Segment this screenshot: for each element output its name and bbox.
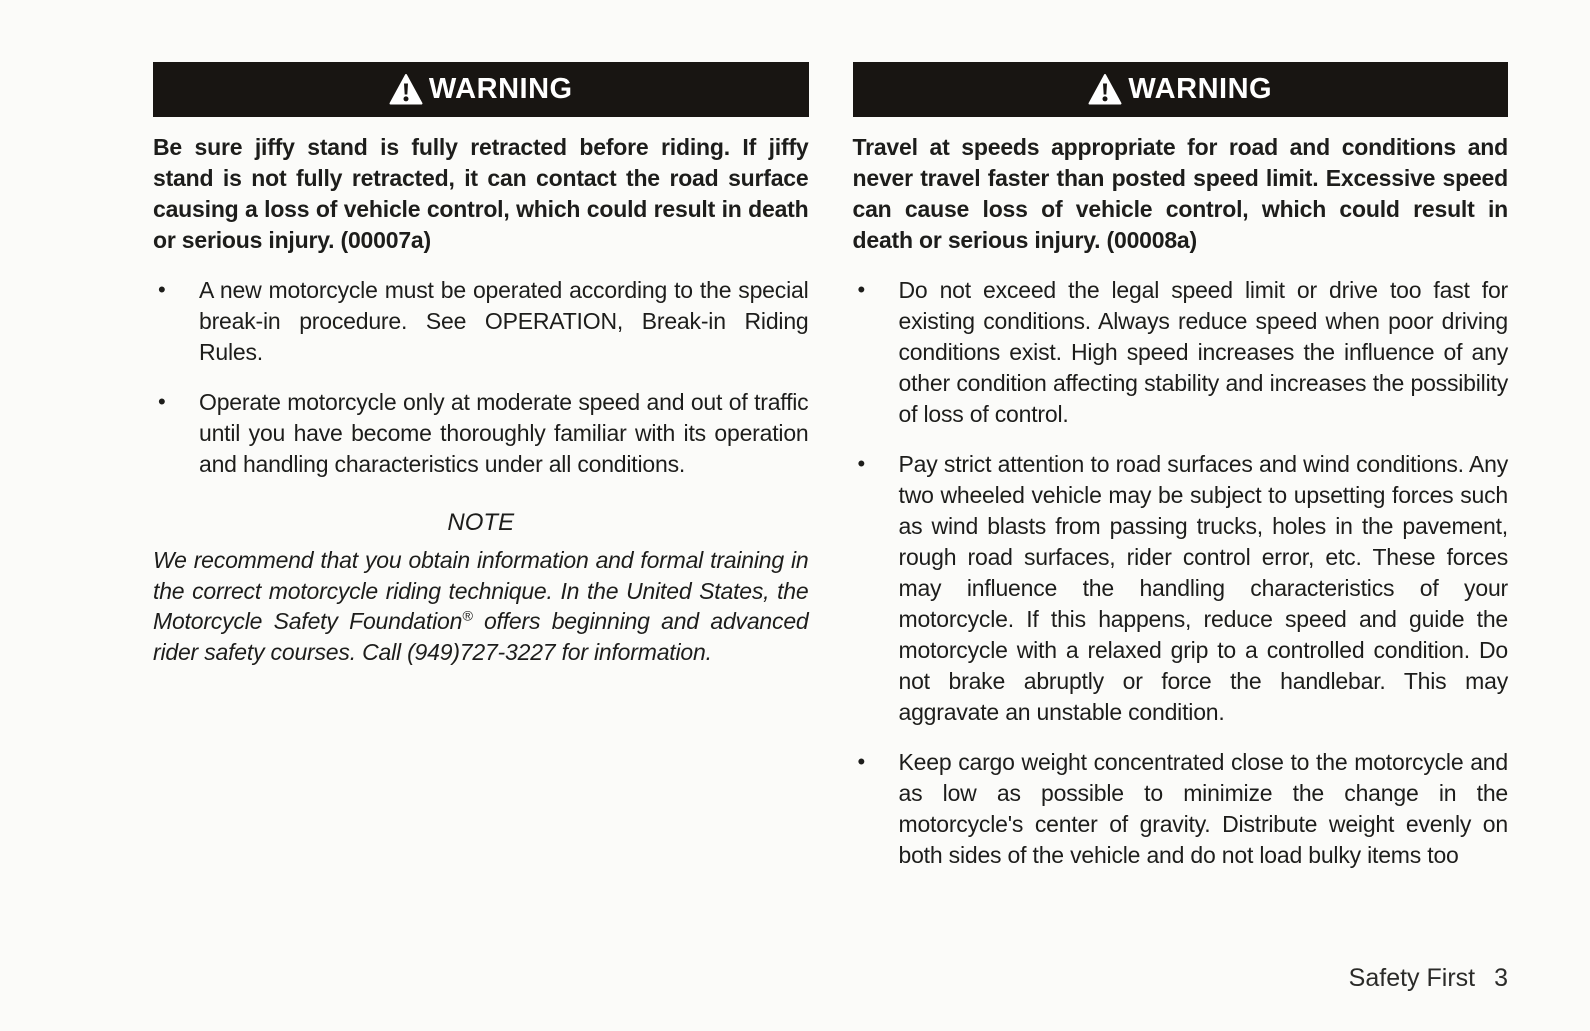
bullet-item (853, 449, 1509, 728)
footer-section-title: Safety First (1348, 964, 1476, 992)
page-footer (1349, 964, 1508, 993)
bullet-text: Do not exceed the legal speed limit or drive too fast for existing conditions. Always reduce speed when poor driving conditions exist. High speed increases the influence of any other condition affecting stability and increases the possibility of loss of control. (898, 277, 1508, 427)
warning-banner-label: WARNING (1128, 73, 1273, 105)
warning-bullet-list (153, 275, 809, 480)
warning-bullet-list (853, 275, 1509, 871)
bullet-text: Keep cargo weight concentrated close to the motorcycle and as low as possible to minimize the change in the motorcycle's center of gravity. Distribute weight evenly on both sides of the vehicle and do not load bulky items too (898, 749, 1508, 868)
note-heading: NOTE (447, 509, 515, 536)
bullet-text: A new motorcycle must be operated according to the special break-in procedure. See OPERATION, Break-in Riding Rules. (199, 277, 809, 365)
warning-triangle-icon (1088, 73, 1122, 106)
bullet-item (853, 275, 1509, 430)
warning-summary: Travel at speeds appropriate for road and conditions and never travel faster than posted speed limit. Excessive speed can cause loss of vehicle control, which could result in death or serious injury. (00008a) (852, 134, 1508, 253)
note-text-after-symbol: offers beginning and advanced rider safety courses. Call (949)727-3227 for information. (153, 608, 809, 665)
note-text-before-symbol: We recommend that you obtain information and formal training in the correct motorcycle riding technique. In the United States, the Motorcycle Safety Foundation (153, 547, 809, 634)
warning-banner-right (853, 62, 1509, 117)
bullet-text: Operate motorcycle only at moderate speed and out of traffic until you have become thoroughly familiar with its operation and handling characteristics under all conditions. (199, 389, 809, 477)
right-column (853, 62, 1509, 890)
footer-page-number: 3 (1494, 964, 1508, 992)
bullet-item (853, 747, 1509, 871)
warning-triangle-icon (389, 73, 423, 106)
registered-trademark-symbol: ® (462, 608, 473, 625)
left-column (153, 62, 809, 890)
bullet-item (153, 387, 809, 480)
warning-banner-left (153, 62, 809, 117)
warning-banner-label: WARNING (428, 73, 573, 105)
bullet-item (153, 275, 809, 368)
note-paragraph (153, 545, 809, 667)
bullet-text: Pay strict attention to road surfaces and wind conditions. Any two wheeled vehicle may be subject to upsetting forces such as wind blasts from passing trucks, holes in the pavement, rough road surfaces, rider control error, etc. These forces may influence the handling characteristics of your motorcycle. If this happens, reduce speed and guide the motorcycle with a relaxed grip to a controlled condition. Do not brake abruptly or force the handlebar. This may aggravate an unstable condition. (898, 451, 1508, 725)
warning-summary: Be sure jiffy stand is fully retracted before riding. If jiffy stand is not fully retracted, it can contact the road surface causing a loss of vehicle control, which could result in death or serious injury. (00007a) (153, 134, 809, 253)
